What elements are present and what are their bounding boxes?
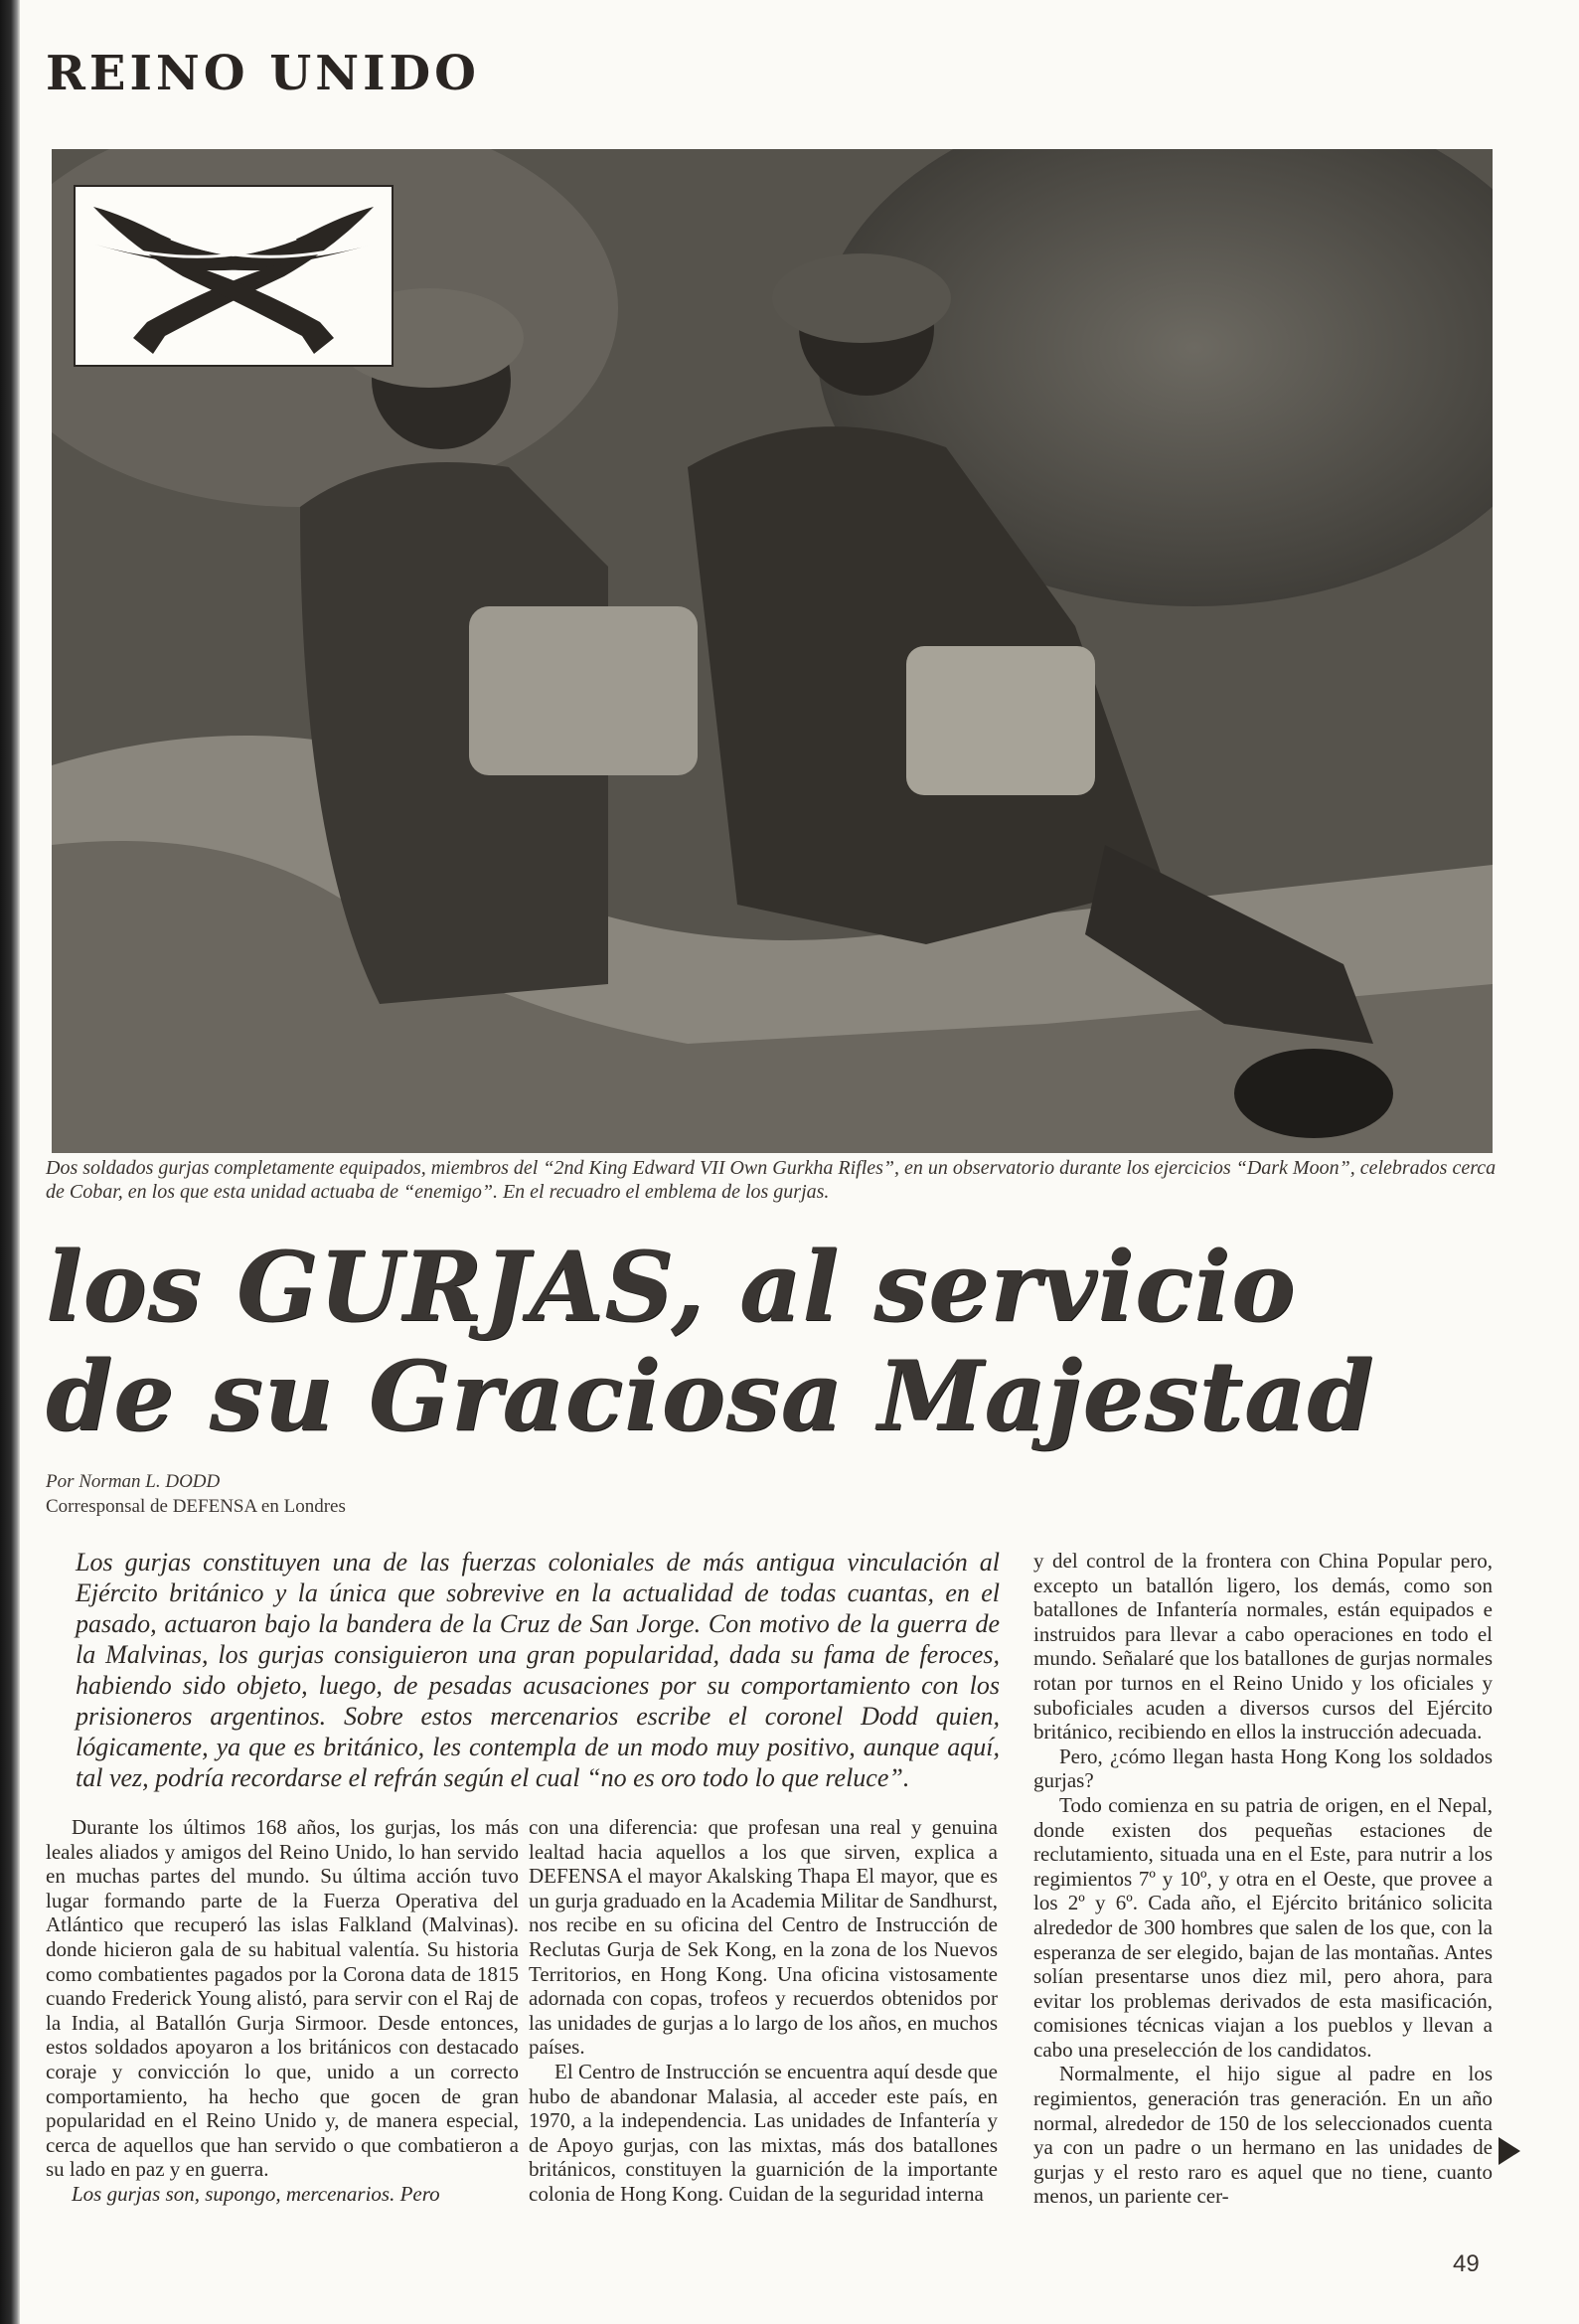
section-title: REINO UNIDO — [46, 46, 480, 101]
body-paragraph: Los gurjas son, supongo, mercenarios. Pero — [72, 2181, 440, 2206]
gurkha-emblem-inset — [74, 185, 394, 367]
binding-edge — [0, 0, 20, 2324]
body-paragraph: Pero, ¿cómo llegan hasta Hong Kong los soldados gurjas? — [1033, 1743, 1493, 1793]
body-paragraph: Todo comienza en su patria de origen, en el Nepal, donde existen dos pequeñas estaciones de reclutamiento, situada una en el Este, para nutrir a los regimientos 7º y 10º, y otra en el Oeste, que provee a los 2º y 6º. Cada año, el Ejército británico solicita alrededor de 300 hombres que salen de los que, con la esperanza de ser elegido, bajan de las montañas. Antes solían presentarse unos diez mil, pero ahora, para evitar los problemas derivados de esta masificación, comisiones técnicas viajan a los pueblos y llevan a cabo una preselección de los candidatos. — [1033, 1792, 1493, 2062]
body-paragraph: con una diferencia: que profesan una real y genuina lealtad hacia aquellos a los que sirven, explica a DEFENSA el mayor Akalsking Thapa El mayor, que es un gurja graduado en la Academia Militar de Sandhurst, nos recibe en su oficina del Centro de Instrucción de Reclutas Gurja de Sek Kong, en la zona de los Nuevos Territorios, en Hong Kong. Una oficina vistosamente adornada con copas, trofeos y recuerdos obtenidos por las unidades de gurjas a lo largo de los años, en muchos países. — [529, 1815, 998, 2060]
photo-caption: Dos soldados gurjas completamente equipados, miembros del “2nd King Edward VII Own Gurkha Rifles”, en un observatorio durante los ejercicios “Dark Moon”, celebrados cerca de Cobar, en los que esta unidad actuaba de “enemigo”. En el recuadro el emblema de los gurjas. — [46, 1157, 1497, 1203]
body-paragraph: Durante los últimos 168 años, los gurjas, los más leales aliados y amigos del Reino Unido, lo han servido en muchas partes del mundo. Su última acción tuvo lugar formando parte de la Fuerza Operativa del Atlántico que recuperó las islas Falkland (Malvinas). donde hicieron gala de su habitual valentía. Su historia como combatientes pagados por la Corona data de 1815 cuando Frederick Young alistó, para servir con el Raj de la India, al Batallón Gurja Sirmoor. Desde entonces, estos soldados apoyaron a los británicos con destacado coraje y convicción lo que, unido a un correcto comportamiento, ha hecho que gocen de gran popularidad en el Reino Unido y, de manera especial, cerca de aquellos que han servido o que combatieron a su lado en paz y en guerra. — [46, 1815, 519, 2182]
body-paragraph: El Centro de Instrucción se encuentra aquí desde que hubo de abandonar Malasia, al acceder este país, en 1970, a la independencia. Las unidades de Infantería y de Apoyo gurjas, con las mixtas, más dos batallones británicos, constituyen la guarnición de la importante colonia de Hong Kong. Cuidan de la seguridad interna — [529, 2059, 998, 2206]
body-column-1 — [46, 1815, 519, 2207]
byline — [46, 1469, 346, 1519]
crossed-kukri-emblem-icon — [76, 187, 392, 365]
lead-paragraph: Los gurjas constituyen una de las fuerzas coloniales de más antigua vinculación al Ejército británico y la única que sobrevive en la actualidad de todas cuantas, en el pasado, actuaron bajo la bandera de la Cruz de San Jorge. Con motivo de la guerra de la Malvinas, los gurjas consiguieron una gran popularidad, dada su fama de feroces, habiendo sido objeto, luego, de pesadas acusaciones por su comportamiento con los prisioneros argentinos. Sobre estos mercenarios escribe el coronel Dodd quien, lógicamente, ya que es británico, les contempla de un modo muy positivo, aunque aquí, tal vez, podría recordarse el refrán según el cual “no es oro todo lo que reluce”. — [76, 1548, 1000, 1792]
byline-role: Corresponsal de DEFENSA en Londres — [46, 1496, 346, 1517]
body-column-3 — [1033, 1549, 1493, 2209]
headline-line-1: los GURJAS, al servicio — [46, 1231, 1297, 1343]
body-paragraph: Normalmente, el hijo sigue al padre en los regimientos, generación tras generación. En un año normal, alrededor de 150 de los seleccionados cuenta ya con un padre o un hermano en las unidades de gurjas y el resto raro es aquel que no tiene, cuanto menos, un pariente cer- — [1033, 2062, 1493, 2209]
article-headline — [46, 1233, 1374, 1451]
body-column-2 — [529, 1815, 998, 2207]
page-number: 49 — [1453, 2250, 1480, 2277]
byline-author: Por Norman L. DODD — [46, 1471, 221, 1492]
body-paragraph: y del control de la frontera con China Popular pero, excepto un batallón ligero, los demás, como son batallones de Infantería normales, están equipados e instruidos para llevar a cabo operaciones en todo el mundo. Señalaré que los batallones de gurjas normales rotan por turnos en el Reino Unido y los oficiales y suboficiales acuden a diversos cursos del Ejército británico, recibiendo en ellos la instrucción adecuada. — [1033, 1549, 1493, 1744]
triangle-right-icon — [1499, 2137, 1520, 2165]
headline-line-2: de su Graciosa Majestad — [46, 1340, 1375, 1452]
article-photo — [52, 149, 1493, 1153]
